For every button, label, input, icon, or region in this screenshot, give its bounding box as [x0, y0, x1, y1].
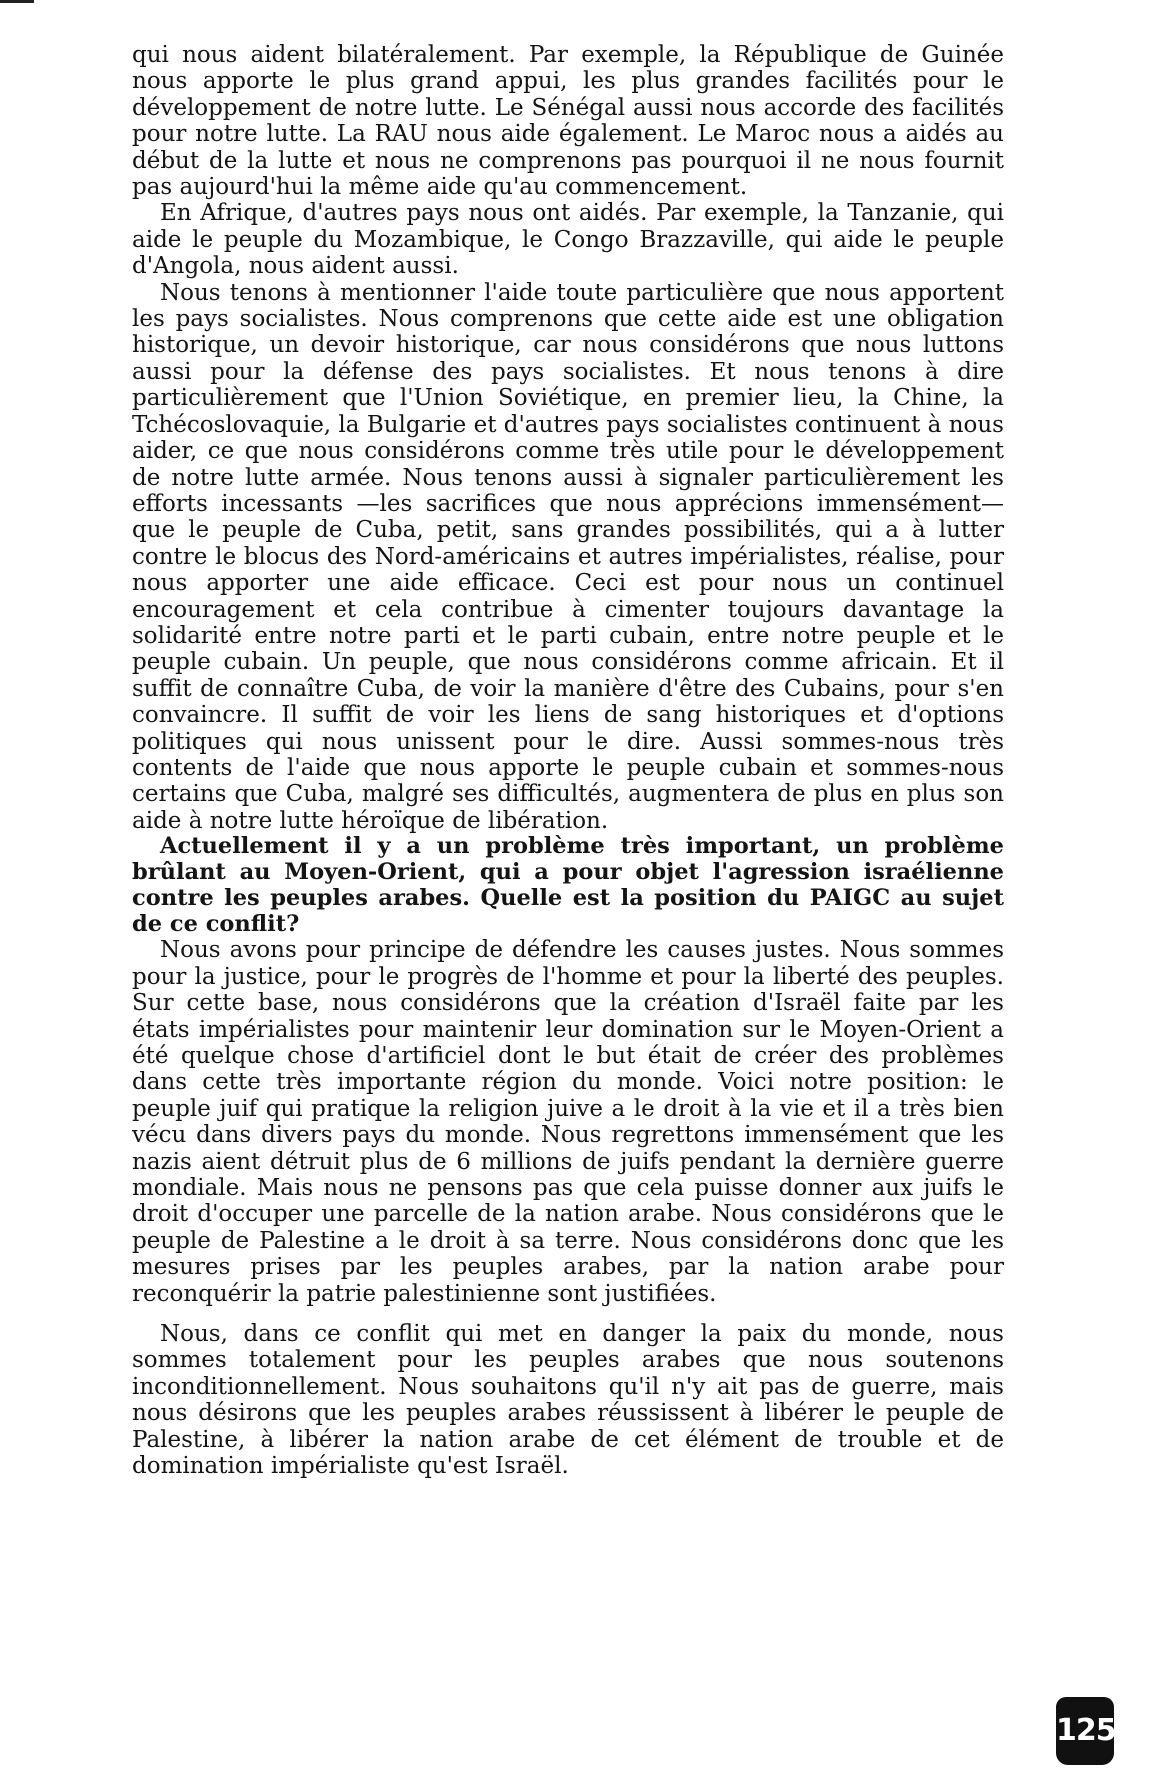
paragraph-position-principle: Nous avons pour principe de défendre les causes justes. Nous sommes pour la justice, pour le progrès de l'homme et pour la liberté des peuples. Sur cette base, nous considérons que la création d'Israël faite par les états impérialistes pour maintenir leur domination sur le Moyen-Orient a été quelque chose d'artificiel dont le but était de créer des problèmes dans cette très importante région du monde. Voici notre position: le peuple juif qui pratique la religion juive a le droit à la vie et il a très bien vécu dans divers pays du monde. Nous regrettons immensément que les nazis aient détruit plus de 6 millions de juifs pendant la dernière guerre mondiale. Mais nous ne pensons pas que cela puisse donner aux juifs le droit d'occuper une parcelle de la nation arabe. Nous considérons que le peuple de Palestine a le droit à sa terre. Nous considérons donc que les mesures prises par les peuples arabes, par la nation arabe pour reconquérir la patrie palestinienne sont justifiées. [132, 937, 1004, 1307]
page-body [132, 42, 1004, 1480]
paragraph-aid-socialist-countries: Nous tenons à mentionner l'aide toute particulière que nous apportent les pays socialistes. Nous comprenons que cette aide est une obligation historique, un devoir historique, car nous considérons que nous luttons aussi pour la défense des pays socialistes. Et nous tenons à dire particulièrement que l'Union Soviétique, en premier lieu, la Chine, la Tchécoslovaquie, la Bulgarie et d'autres pays socialistes continuent à nous aider, ce que nous considérons comme très utile pour le développement de notre lutte armée. Nous tenons aussi à signaler particulièrement les efforts incessants —les sacrifices que nous apprécions immensément— que le peuple de Cuba, petit, sans grandes possibilités, qui a à lutter contre le blocus des Nord-américains et autres impérialistes, réalise, pour nous apporter une aide efficace. Ceci est pour nous un continuel encouragement et cela contribue à cimenter toujours davantage la solidarité entre notre parti et le parti cubain, entre notre peuple et le peuple cubain. Un peuple, que nous considérons comme africain. Et il suffit de connaître Cuba, de voir la manière d'être des Cubains, pour s'en convaincre. Il suffit de voir les liens de sang historiques et d'options politiques qui nous unissent pour le dire. Aussi sommes-nous très contents de l'aide que nous apporte le peuple cubain et sommes-nous certains que Cuba, malgré ses difficultés, augmentera de plus en plus son aide à notre lutte héroïque de libération. [132, 279, 1004, 834]
paragraph-aid-africa: En Afrique, d'autres pays nous ont aidés. Par exemple, la Tanzanie, qui aide le peuple du Mozambique, le Congo Brazzaville, qui aide le peuple d'Angola, nous aident aussi. [132, 200, 1004, 280]
paragraph-aid-bilateral: qui nous aident bilatéralement. Par exemple, la République de Guinée nous apporte le plus grand appui, les plus grandes facilités pour le développement de notre lutte. Le Sénégal aussi nous accorde des facilités pour notre lutte. La RAU nous aide également. Le Maroc nous a aidés au début de la lutte et nous ne comprenons pas pourquoi il ne nous fournit pas aujourd'hui la même aide qu'au commencement. [132, 42, 1004, 201]
scan-corner-mark [0, 0, 34, 3]
interview-question-middle-east: Actuellement il y a un problème très important, un problème brûlant au Moyen-Orient, qui a pour objet l'agression israélienne contre les peuples arabes. Quelle est la position du PAIGC au sujet de ce conflit? [132, 833, 1004, 937]
paragraph-position-conclusion: Nous, dans ce conflit qui met en danger la paix du monde, nous sommes totalement pour les peuples arabes que nous soutenons inconditionnellement. Nous souhaitons qu'il n'y ait pas de guerre, mais nous désirons que les peuples arabes réussissent à libérer le peuple de Palestine, à libérer la nation arabe de cet élément de trouble et de domination impérialiste qu'est Israël. [132, 1321, 1004, 1480]
page-number-badge: 125 [1056, 1697, 1114, 1765]
